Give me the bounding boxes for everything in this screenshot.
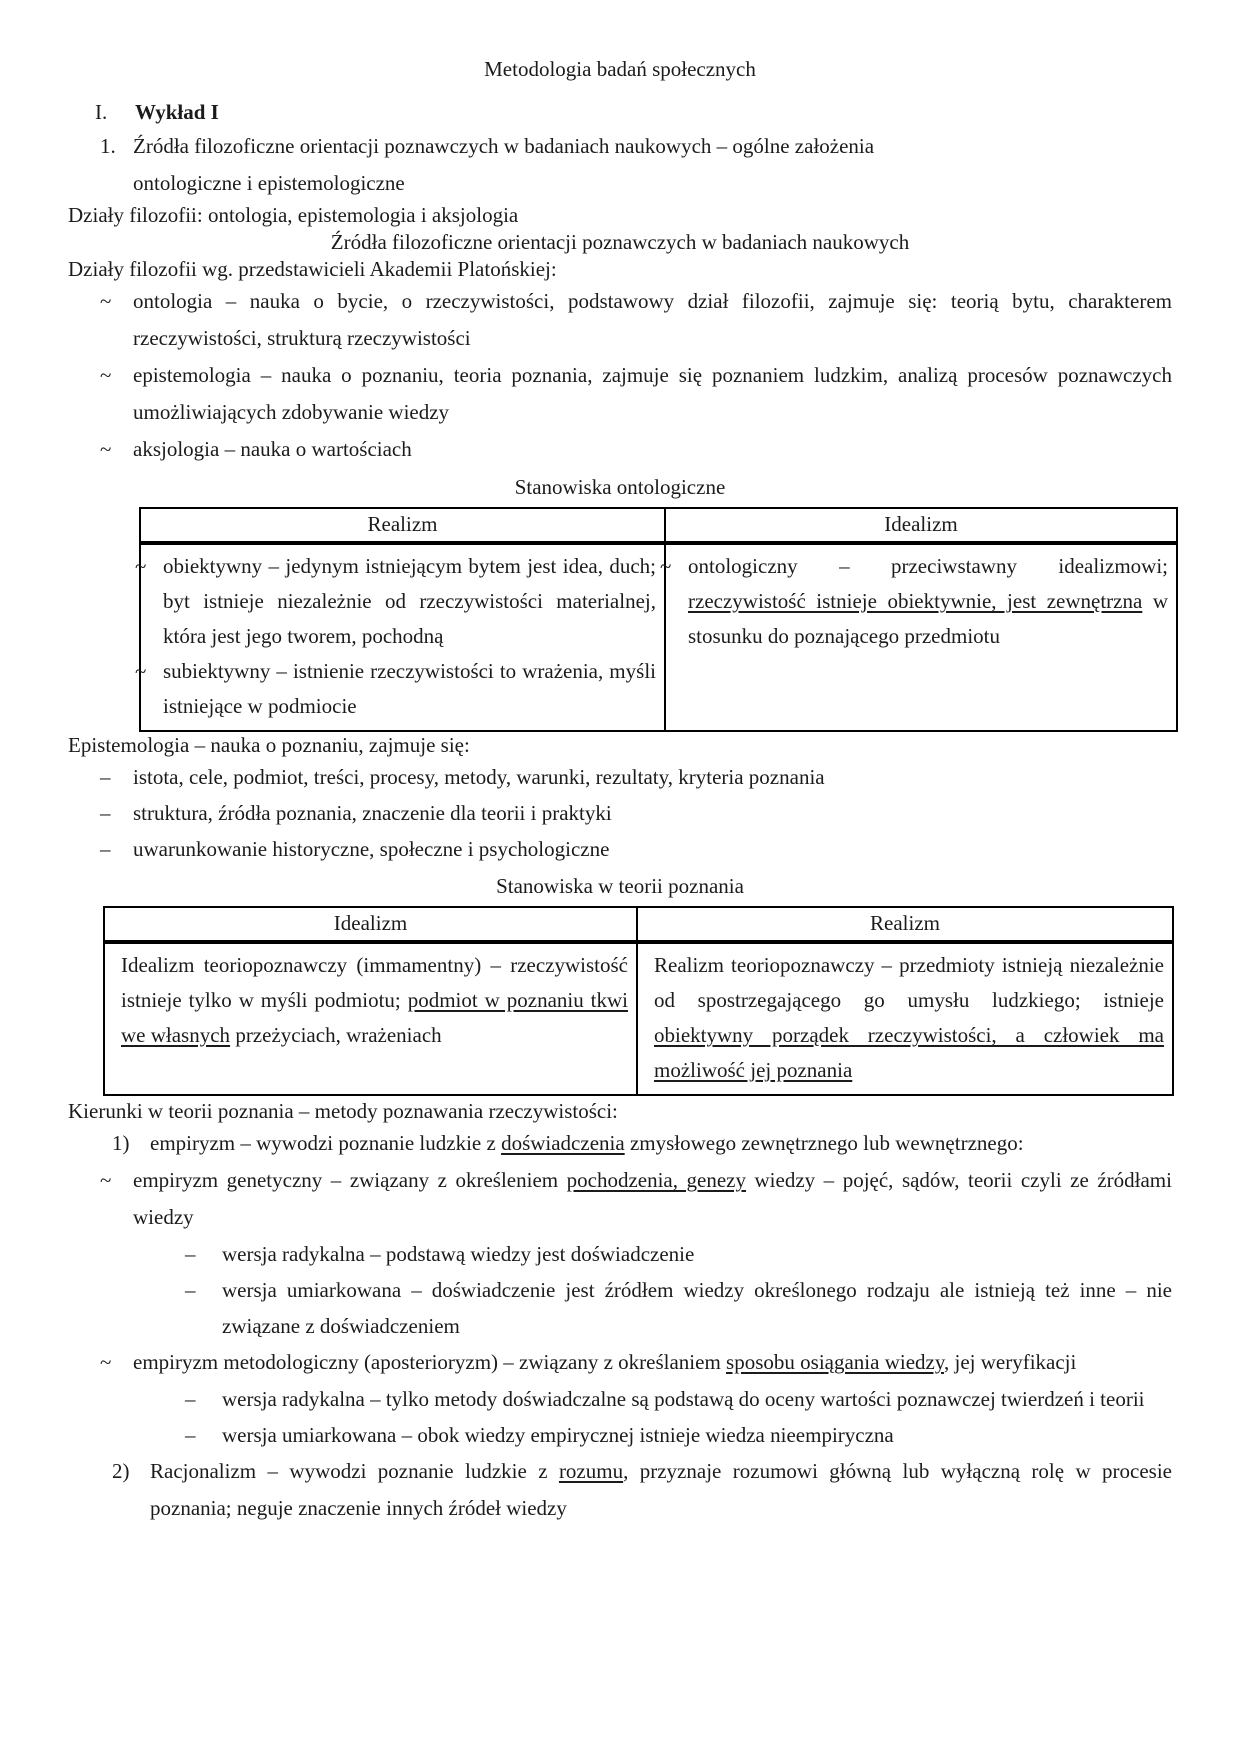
cell-item-text: subiektywny – istnienie rzeczywistości to wrażenia, myśli istniejące w podmiocie <box>163 659 656 718</box>
dash-item-text: istota, cele, podmiot, treści, procesy, metody, warunki, rezultaty, kryteria poznania <box>133 765 825 789</box>
document-title: Metodologia badań społecznych <box>484 57 756 81</box>
table-header-realizm: Realizm <box>637 907 1173 942</box>
dash-subitem-text: wersja umiarkowana – doświadczenie jest źródłem wiedzy określonego rodzaju ale istnieją też inne – nie związane z doświadczeniem <box>222 1278 1172 1338</box>
tilde-bullet: ~ <box>100 1350 112 1374</box>
cell-item-subiektywny <box>135 654 656 724</box>
table-header-idealizm: Idealizm <box>104 907 637 942</box>
dash-subitem-text: wersja radykalna – podstawą wiedzy jest doświadczenie <box>222 1242 695 1266</box>
tilde-bullet: ~ <box>100 1168 112 1192</box>
dash-bullet: – <box>185 1278 196 1302</box>
lecture-numeral: I. <box>95 100 108 124</box>
table-cell-realizm <box>135 543 665 731</box>
tilde-item-empiryzm-genetyczny <box>68 1162 1172 1236</box>
dash-subitem <box>68 1272 1172 1344</box>
list-number: 2) <box>112 1459 130 1483</box>
dash-item-text: uwarunkowanie historyczne, społeczne i psychologiczne <box>133 837 610 861</box>
table-cell-realizm-teoriopoznawczy <box>637 942 1173 1095</box>
dash-subitem <box>68 1381 1172 1417</box>
tilde-bullet: ~ <box>135 554 147 578</box>
tilde-bullet: ~ <box>100 363 112 387</box>
table-header-realizm: Realizm <box>140 508 665 543</box>
tilde-bullet: ~ <box>100 289 112 313</box>
dash-item-text: struktura, źródła poznania, znaczenie dla teorii i praktyki <box>133 801 612 825</box>
numbered-item-empiryzm <box>68 1125 1172 1162</box>
dash-bullet: – <box>185 1423 196 1447</box>
dash-bullet: – <box>100 837 111 861</box>
tilde-item-text: empiryzm metodologiczny (aposterioryzm) – związany z określaniem sposobu osiągania wiedzy, jej weryfikacji <box>133 1350 1077 1374</box>
numbered-item-racjonalizm <box>68 1453 1172 1527</box>
paragraph-dzialy: Działy filozofii: ontologia, epistemologia i aksjologia <box>68 203 519 227</box>
dash-subitem <box>68 1417 1172 1453</box>
tilde-item-aksjologia <box>68 431 1172 468</box>
point-text-line2: ontologiczne i epistemologiczne <box>133 171 405 195</box>
numbered-item-text: Racjonalizm – wywodzi poznanie ludzkie z rozumu, przyznaje rozumowi główną lub wyłączną rolę w procesie poznania; neguje znaczenie innych źródeł wiedzy <box>150 1459 1172 1520</box>
dash-bullet: – <box>185 1242 196 1266</box>
tilde-item-epistemologia <box>68 357 1172 431</box>
table-theory-of-knowledge <box>103 906 1174 1096</box>
dash-subitem <box>68 1236 1172 1272</box>
paragraph-centered-source: Źródła filozoficzne orientacji poznawczych w badaniach naukowych <box>330 230 910 254</box>
cell-text: Realizm teoriopoznawczy – przedmioty istnieją niezależnie od spostrzegającego go umysłu ludzkiego; istnieje obiektywny porządek rzeczywistości, a człowiek ma możliwość jej poznania <box>654 953 1164 1082</box>
cell-text: Idealizm teoriopoznawczy (immamentny) – rzeczywistość istnieje tylko w myśli podmiotu; podmiot w poznaniu tkwi we własnych przeżyciach, wrażeniach <box>121 953 629 1047</box>
tilde-bullet: ~ <box>660 554 672 578</box>
paragraph-kierunki-lead: Kierunki w teorii poznania – metody poznawania rzeczywistości: <box>68 1099 618 1123</box>
heading-stanowiska-teoria-poznania: Stanowiska w teorii poznania <box>496 874 744 898</box>
dash-item <box>68 795 1172 831</box>
tilde-item-text: epistemologia – nauka o poznaniu, teoria poznania, zajmuje się poznaniem ludzkim, analizą procesów poznawczych umożliwiających zdobywanie wiedzy <box>133 363 1172 424</box>
tilde-item-text: ontologia – nauka o bycie, o rzeczywistości, podstawowy dział filozofii, zajmuje się: teorią bytu, charakterem rzeczywistości, strukturą rzeczywistości <box>133 289 1172 350</box>
numbered-point-1 <box>68 128 1172 202</box>
numbered-item-text: empiryzm – wywodzi poznanie ludzkie z doświadczenia zmysłowego zewnętrznego lub wewnętrznego: <box>150 1131 1024 1155</box>
dash-item <box>68 831 1172 867</box>
list-number: 1. <box>100 134 116 158</box>
paragraph-epistemologia-lead: Epistemologia – nauka o poznaniu, zajmuje się: <box>68 733 470 757</box>
table-ontology <box>135 507 1178 732</box>
dash-bullet: – <box>100 801 111 825</box>
dash-bullet: – <box>185 1387 196 1411</box>
dash-subitem-text: wersja radykalna – tylko metody doświadczalne są podstawą do oceny wartości poznawczej twierdzeń i teorii <box>222 1387 1145 1411</box>
tilde-item-text: empiryzm genetyczny – związany z określeniem pochodzenia, genezy wiedzy – pojęć, sądów, teorii czyli ze źródłami wiedzy <box>133 1168 1172 1229</box>
table-header-idealizm: Idealizm <box>665 508 1177 543</box>
cell-item-obiektywny <box>135 549 656 654</box>
table-cell-idealizm <box>660 543 1177 731</box>
dash-subitem-text: wersja umiarkowana – obok wiedzy empirycznej istnieje wiedza nieempiryczna <box>222 1423 894 1447</box>
tilde-item-ontologia <box>68 283 1172 357</box>
cell-item-text: obiektywny – jedynym istniejącym bytem jest idea, duch; byt istnieje niezależnie od rzeczywistości materialnej, która jest jego tworem, pochodną <box>163 554 656 648</box>
list-number: 1) <box>112 1131 130 1155</box>
tilde-item-empiryzm-metodologiczny <box>68 1344 1172 1381</box>
tilde-bullet: ~ <box>135 659 147 683</box>
cell-item-text: ontologiczny – przeciwstawny idealizmowi; rzeczywistość istnieje obiektywnie, jest zewnętrzna w stosunku do poznającego przedmiotu <box>688 554 1168 648</box>
dash-bullet: – <box>100 765 111 789</box>
tilde-bullet: ~ <box>100 437 112 461</box>
tilde-item-text: aksjologia – nauka o wartościach <box>133 437 412 461</box>
lecture-title: Wykład I <box>135 100 219 124</box>
lecture-heading <box>68 99 1172 126</box>
heading-stanowiska-ontologiczne: Stanowiska ontologiczne <box>514 475 726 499</box>
paragraph-platon: Działy filozofii wg. przedstawicieli Akademii Platońskiej: <box>68 257 557 281</box>
dash-item <box>68 759 1172 795</box>
point-text-line1: Źródła filozoficzne orientacji poznawczych w badaniach naukowych – ogólne założenia <box>133 134 875 158</box>
table-cell-idealizm-teoriopoznawczy <box>104 942 637 1095</box>
cell-item-ontologiczny <box>660 549 1168 654</box>
